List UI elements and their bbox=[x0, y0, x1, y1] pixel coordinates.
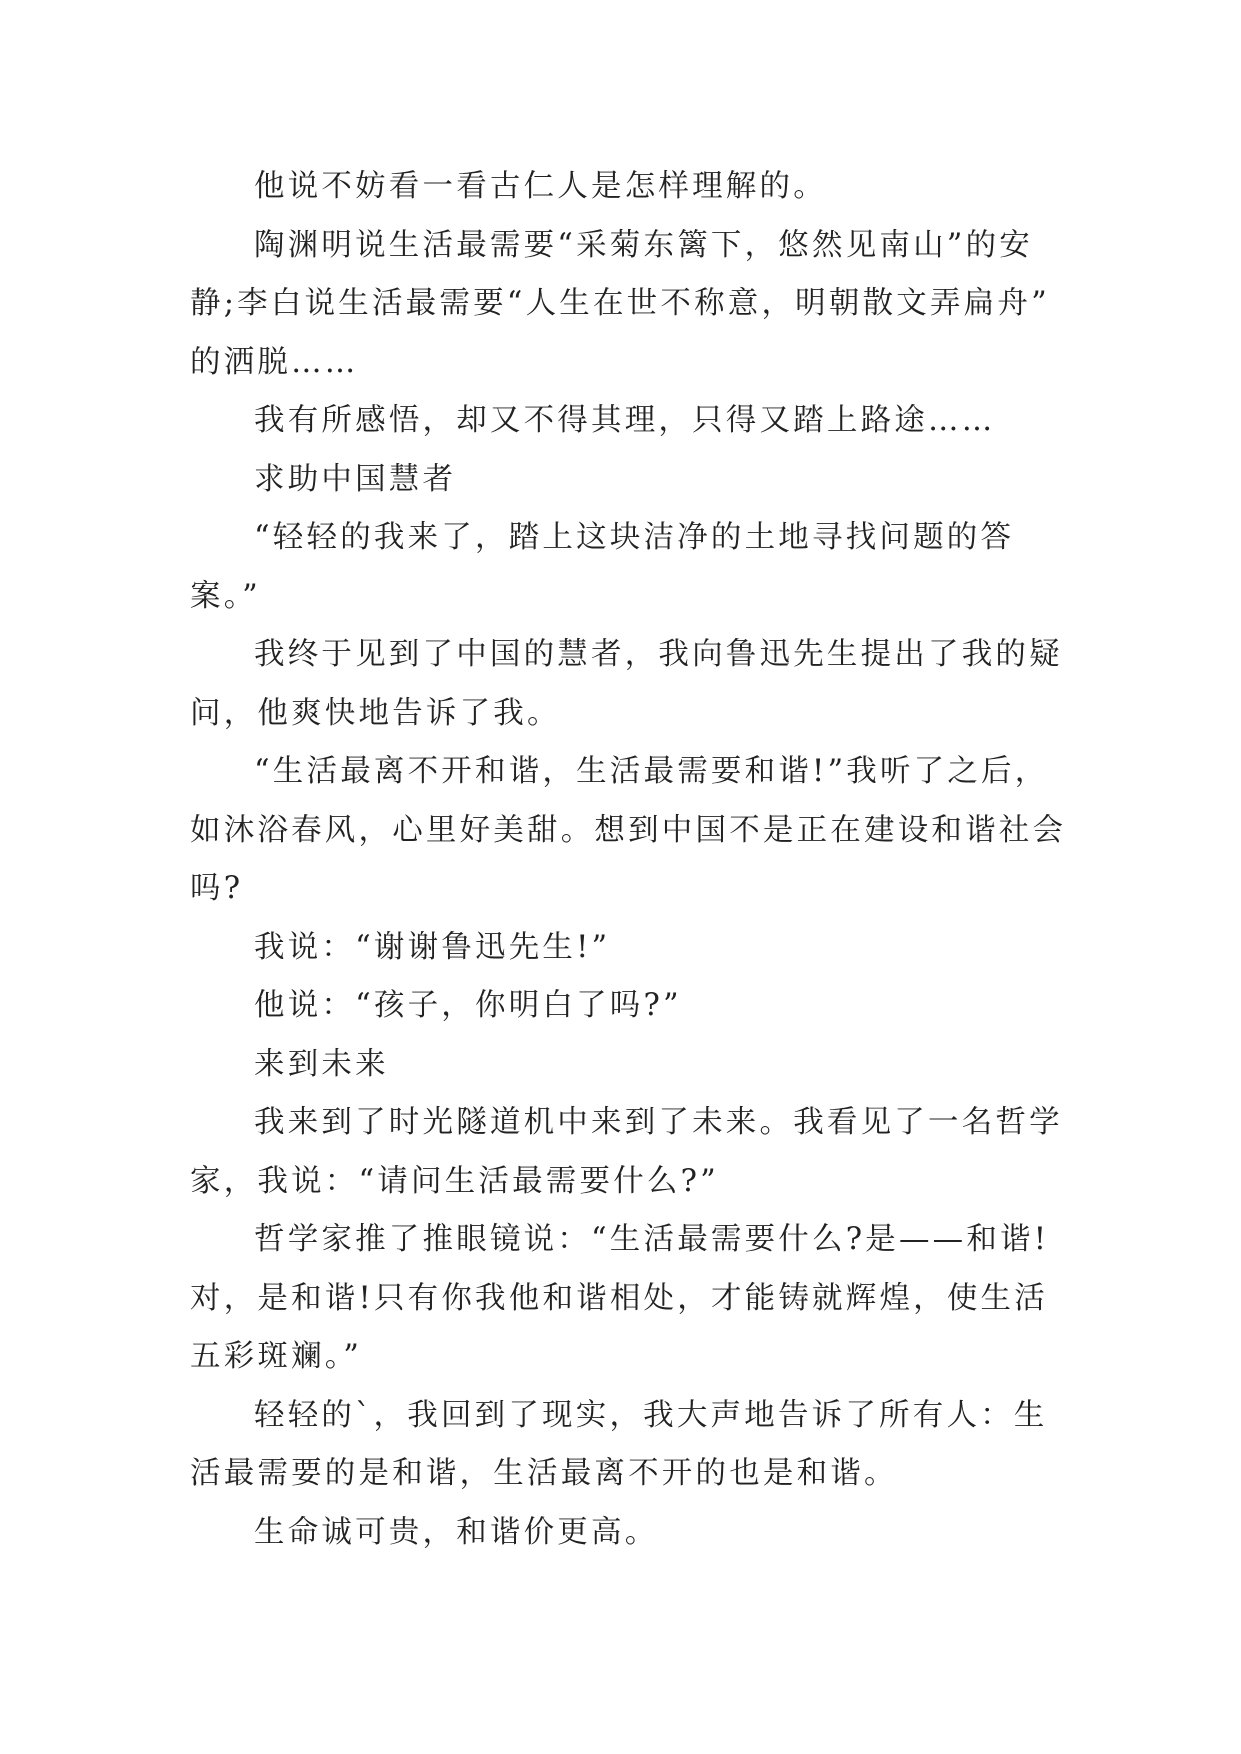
paragraph bbox=[190, 158, 1050, 217]
text-line: 五彩斑斓。” bbox=[190, 1339, 363, 1374]
text-line: 我有所感悟，却又不得其理，只得又踏上路途…… bbox=[254, 403, 996, 438]
text-line: 案。” bbox=[190, 578, 261, 614]
text-line: 生命诚可贵，和谐价更高。 bbox=[254, 1514, 659, 1550]
paragraph bbox=[190, 626, 1063, 743]
paragraph bbox=[190, 1211, 1050, 1387]
paragraph bbox=[190, 919, 1050, 978]
text-line: 我来到了时光隧道机中来到了未来。我看见了一名哲学 bbox=[254, 1105, 1063, 1140]
section-heading bbox=[190, 451, 1050, 510]
text-line: “轻轻的我来了，踏上这块洁净的土地寻找问题的答 bbox=[254, 520, 1015, 555]
paragraph bbox=[190, 509, 1050, 626]
paragraph bbox=[190, 1387, 1050, 1504]
text-line: 静;李白说生活最需要“人生在世不称意，明朝散文弄扁舟” bbox=[190, 286, 1050, 321]
text-line: 他说不妨看一看古仁人是怎样理解的。 bbox=[254, 169, 827, 204]
text-line: 轻轻的`，我回到了现实，我大声地告诉了所有人：生 bbox=[254, 1397, 1048, 1433]
text-line: 活最需要的是和谐，生活最离不开的也是和谐。 bbox=[190, 1456, 898, 1491]
section-heading bbox=[190, 1036, 1050, 1095]
paragraph bbox=[190, 743, 1067, 919]
paragraph bbox=[190, 217, 1050, 393]
text-line: 吗? bbox=[190, 871, 244, 906]
text-line: 问，他爽快地告诉了我。 bbox=[190, 695, 561, 731]
text-line: 的洒脱…… bbox=[190, 344, 359, 380]
text-line: 家，我说：“请问生活最需要什么?” bbox=[190, 1163, 719, 1199]
paragraph bbox=[190, 392, 1050, 451]
paragraph bbox=[190, 1094, 1063, 1211]
text-line: 哲学家推了推眼镜说：“生活最需要什么?是——和谐! bbox=[254, 1222, 1050, 1257]
text-line: “生活最离不开和谐，生活最需要和谐!”我听了之后， bbox=[254, 754, 1049, 789]
text-line: 对，是和谐!只有你我他和谐相处，才能铸就辉煌，使生活 bbox=[190, 1280, 1048, 1316]
text-line: 求助中国慧者 bbox=[254, 461, 457, 497]
text-line: 来到未来 bbox=[254, 1046, 389, 1082]
text-line: 陶渊明说生活最需要“采菊东篱下，悠然见南山”的安 bbox=[254, 227, 1033, 263]
article-body bbox=[190, 158, 1067, 1562]
paragraph bbox=[190, 1504, 1050, 1563]
text-line: 他说：“孩子，你明白了吗?” bbox=[254, 988, 682, 1023]
text-line: 我说：“谢谢鲁迅先生!” bbox=[254, 929, 611, 965]
paragraph bbox=[190, 977, 1050, 1036]
text-line: 我终于见到了中国的慧者，我向鲁迅先生提出了我的疑 bbox=[254, 637, 1063, 672]
text-line: 如沐浴春风，心里好美甜。想到中国不是正在建设和谐社会 bbox=[190, 812, 1067, 848]
